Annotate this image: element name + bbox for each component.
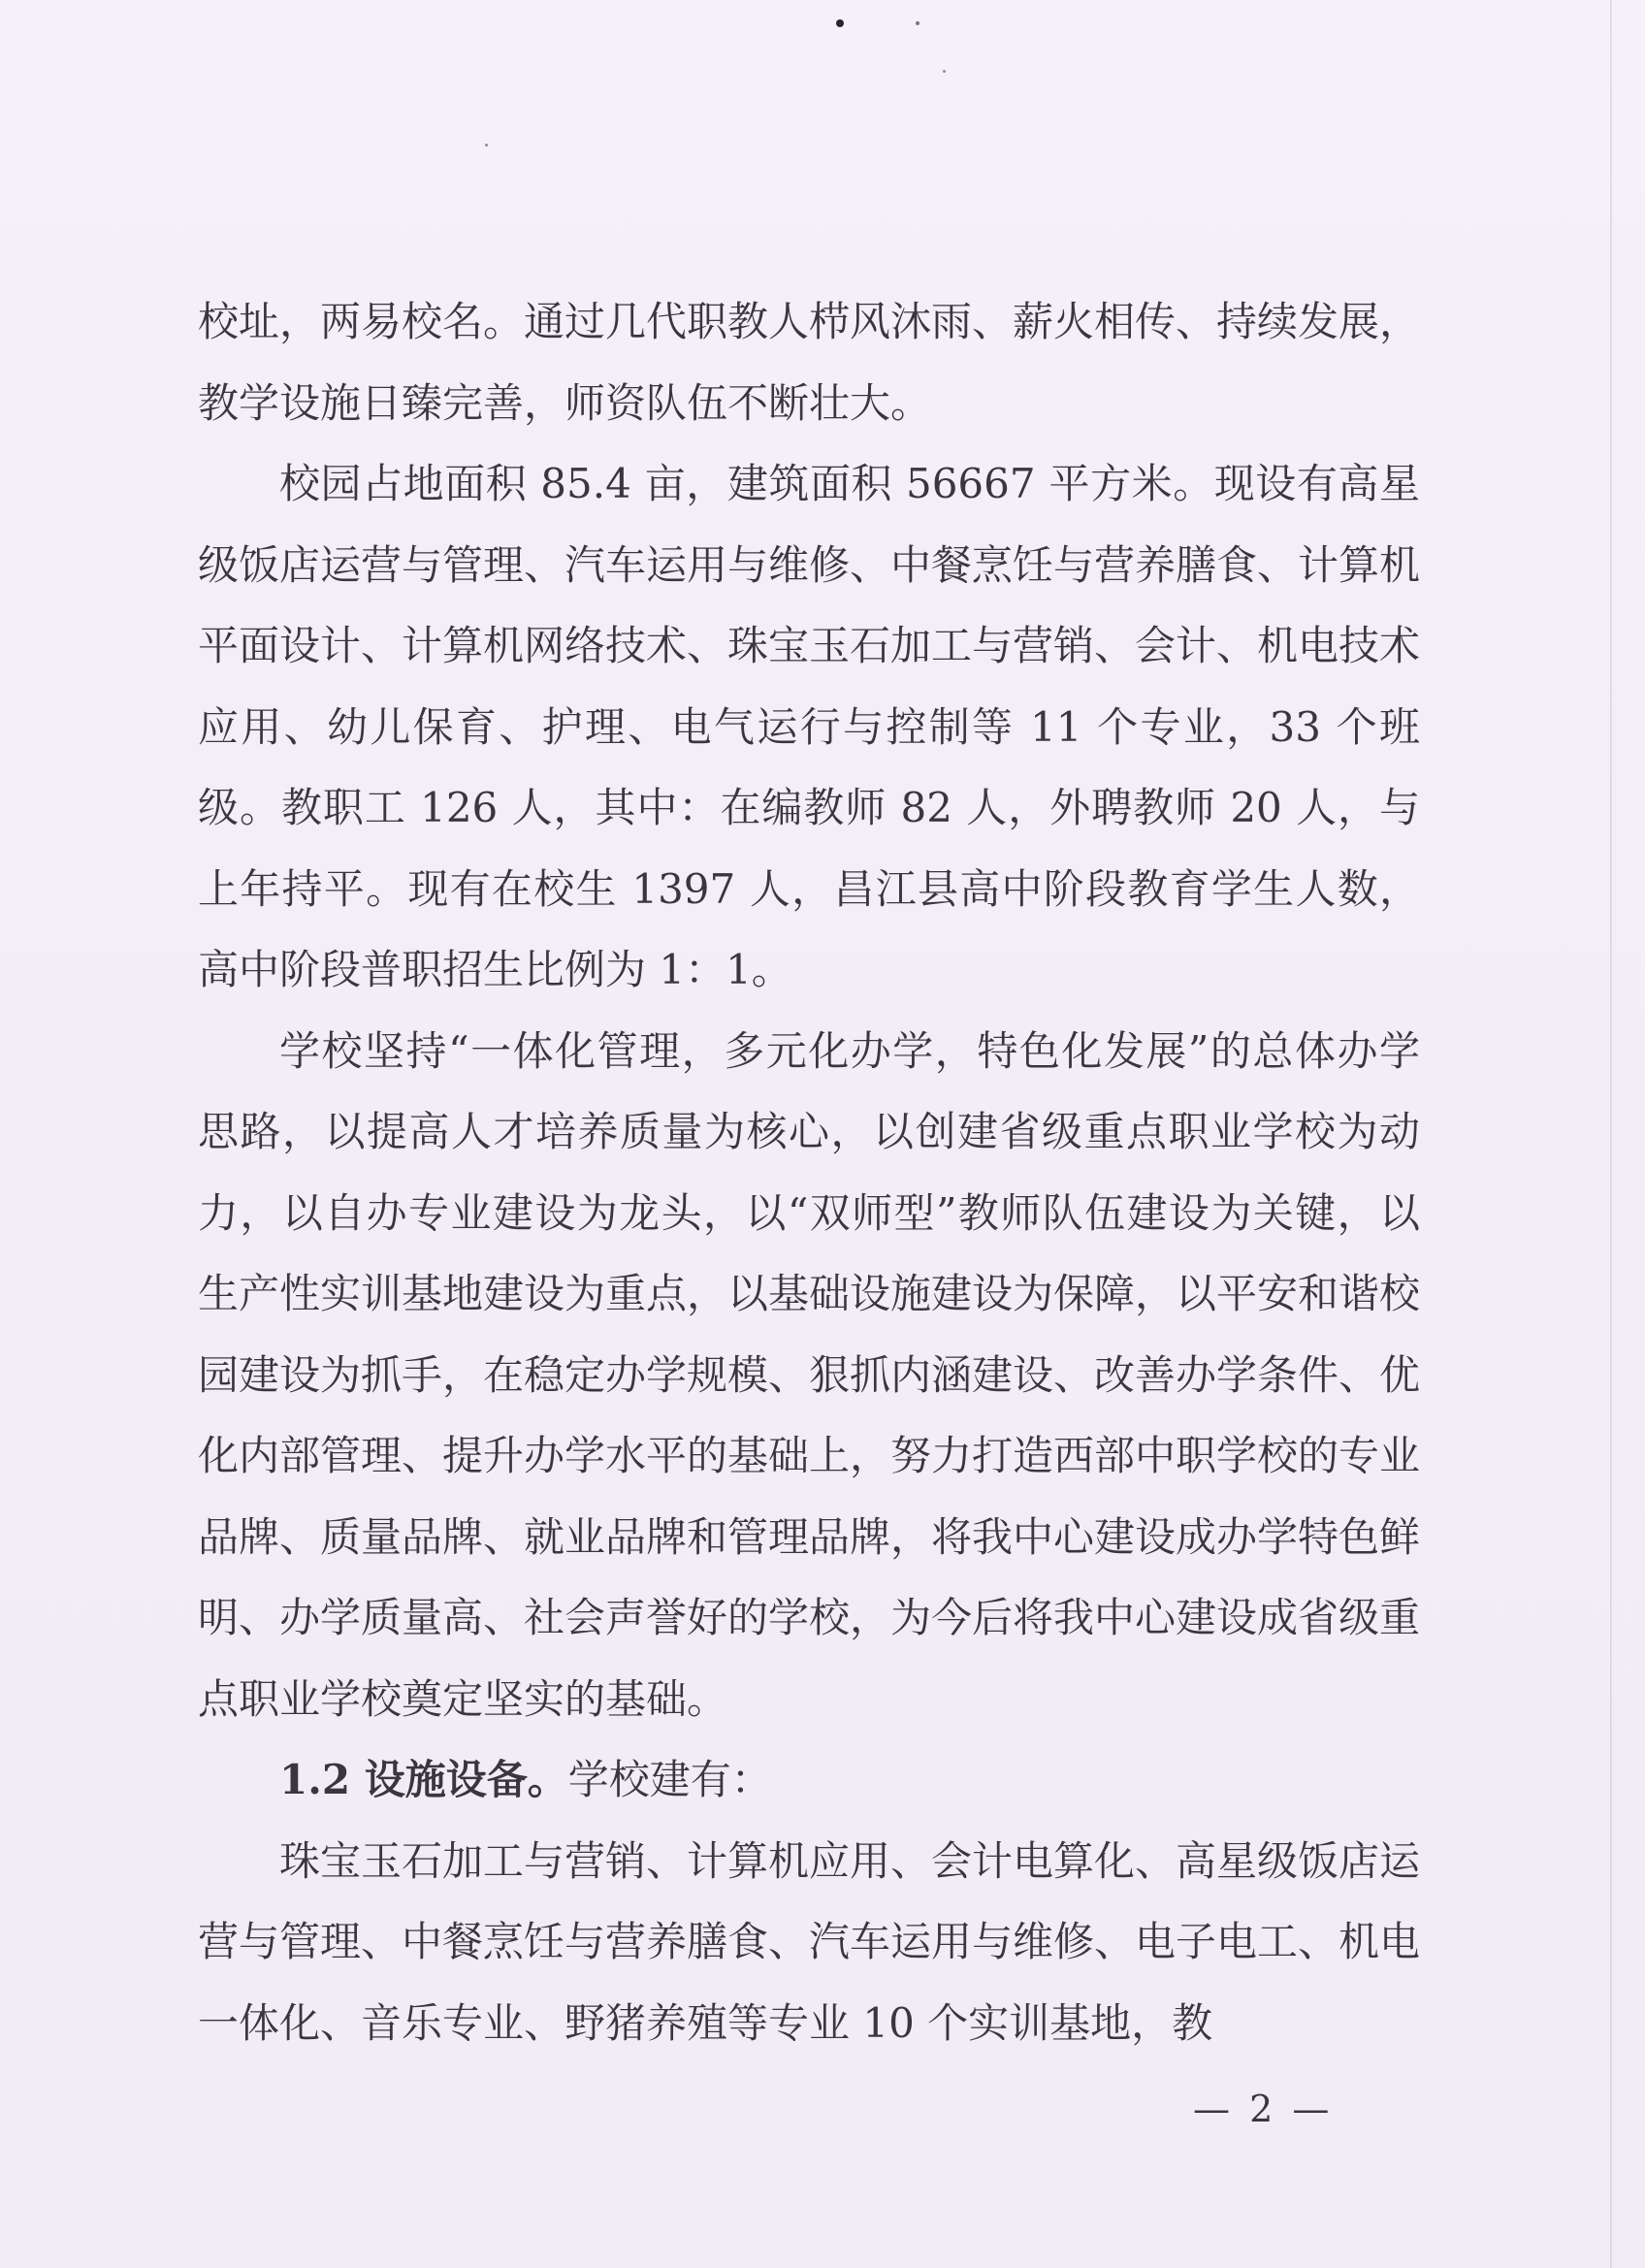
paragraph: 校址，两易校名。通过几代职教人栉风沐雨、薪火相传、持续发展，教学设施日臻完善，师资队伍不断壮大。 xyxy=(198,298,1421,427)
page-fold-shadow xyxy=(1610,0,1613,2268)
paper-speck xyxy=(916,21,919,25)
paragraph: 珠宝玉石加工与营销、计算机应用、会计电算化、高星级饭店运营与管理、中餐烹饪与营养膳食、汽车运用与维修、电子电工、机电一体化、音乐专业、野猪养殖等专业 10 个实训基地，教 xyxy=(198,1836,1421,2047)
section-paragraph xyxy=(198,1739,1420,1821)
paragraph: 校园占地面积 85.4 亩，建筑面积 56667 平方米。现设有高星级饭店运营与管理、汽车运用与维修、中餐烹饪与营养膳食、计算机平面设计、计算机网络技术、珠宝玉石加工与营销、会计、机电技术应用、幼儿保育、护理、电气运行与控制等 11 个专业，33 个班级。教职工 126 人，其中：在编教师 82 人，外聘教师 20 人，与上年持平。现有在校生 1397 人，昌江县高中阶段教育学生人数，高中阶段普职招生比例为 1：1。 xyxy=(198,460,1421,993)
paper-speck xyxy=(836,19,844,27)
paragraph: 学校坚持“一体化管理，多元化办学，特色化发展”的总体办学思路，以提高人才培养质量为核心，以创建省级重点职业学校为动力，以自办专业建设为龙头，以“双师型”教师队伍建设为关键，以生产性实训基地建设为重点，以基础设施建设为保障，以平安和谐校园建设为抓手，在稳定办学规模、狠抓内涵建设、改善办学条件、优化内部管理、提升办学水平的基础上，努力打造西部中职学校的专业品牌、质量品牌、就业品牌和管理品牌，将我中心建设成办学特色鲜明、办学质量高、社会声誉好的学校，为今后将我中心建设成省级重点职业学校奠定坚实的基础。 xyxy=(198,1026,1421,1723)
paper-speck xyxy=(485,144,488,146)
paper-speck xyxy=(943,70,946,73)
page-number: — 2 — xyxy=(1193,2088,1334,2130)
section-heading-rest: 学校建有： xyxy=(567,1756,772,1803)
section-heading: 1.2 设施设备。 xyxy=(279,1756,568,1803)
document-body xyxy=(198,281,1420,2063)
